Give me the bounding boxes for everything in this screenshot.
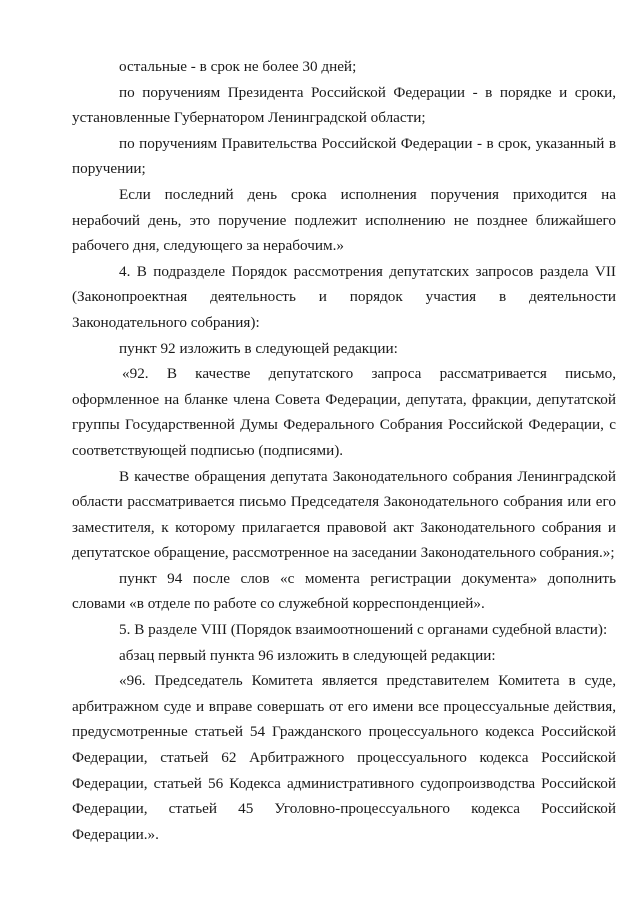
paragraph-deputy-appeal: В качестве обращения депутата Законодательного собрания Ленинградской области рассматривается письмо Председателя Законодательного собрания или его заместителя, к которому прилагается правовой акт Законодательного собрания и депутатское обращение, рассмотренное на заседании Законодательного собрания.»; bbox=[72, 467, 616, 562]
paragraph-government-instructions: по поручениям Правительства Российской Федерации - в срок, указанный в поручении; bbox=[72, 134, 616, 178]
paragraph-point-92-intro: пункт 92 изложить в следующей редакции: bbox=[119, 339, 398, 357]
document-body bbox=[72, 54, 616, 847]
paragraph-point-94: пункт 94 после слов «с момента регистрации документа» дополнить словами «в отделе по работе со служебной корреспонденцией». bbox=[72, 569, 616, 613]
paragraph-president-instructions: по поручениям Президента Российской Федерации - в порядке и сроки, установленные Губернатором Ленинградской области; bbox=[72, 83, 616, 127]
paragraph-other-deadline: остальные - в срок не более 30 дней; bbox=[119, 58, 357, 75]
paragraph-point-96-text: «96. Председатель Комитета является представителем Комитета в суде, арбитражном суде и вправе совершать от его имени все процессуальные действия, предусмотренные статьей 54 Гражданского процессуального кодекса Российской Федерации, статьей 62 Арбитражного процессуального кодекса Российской Федерации, статьей 56 Кодекса административного судопроизводства Российской Федерации, статьей 45 Уголовно-процессуального кодекса Российской Федерации.». bbox=[72, 672, 616, 843]
paragraph-non-working-day: Если последний день срока исполнения поручения приходится на нерабочий день, это поручение подлежит исполнению не позднее ближайшего рабочего дня, следующего за нерабочим.» bbox=[72, 185, 616, 255]
paragraph-point-92-text: «92. В качестве депутатского запроса рассматривается письмо, оформленное на бланке члена Совета Федерации, депутата, фракции, депутатской группы Государственной Думы Федерального Собрания Российской Федерации, с соответствующей подписью (подписями). bbox=[72, 365, 616, 459]
paragraph-point-96-intro: абзац первый пункта 96 изложить в следующей редакции: bbox=[119, 646, 496, 664]
paragraph-item-4: 4. В подразделе Порядок рассмотрения депутатских запросов раздела VII (Законопроектная деятельность и порядок участия в деятельности Законодательного собрания): bbox=[72, 262, 616, 331]
paragraph-item-5: 5. В разделе VIII (Порядок взаимоотношений с органами судебной власти): bbox=[119, 621, 608, 639]
